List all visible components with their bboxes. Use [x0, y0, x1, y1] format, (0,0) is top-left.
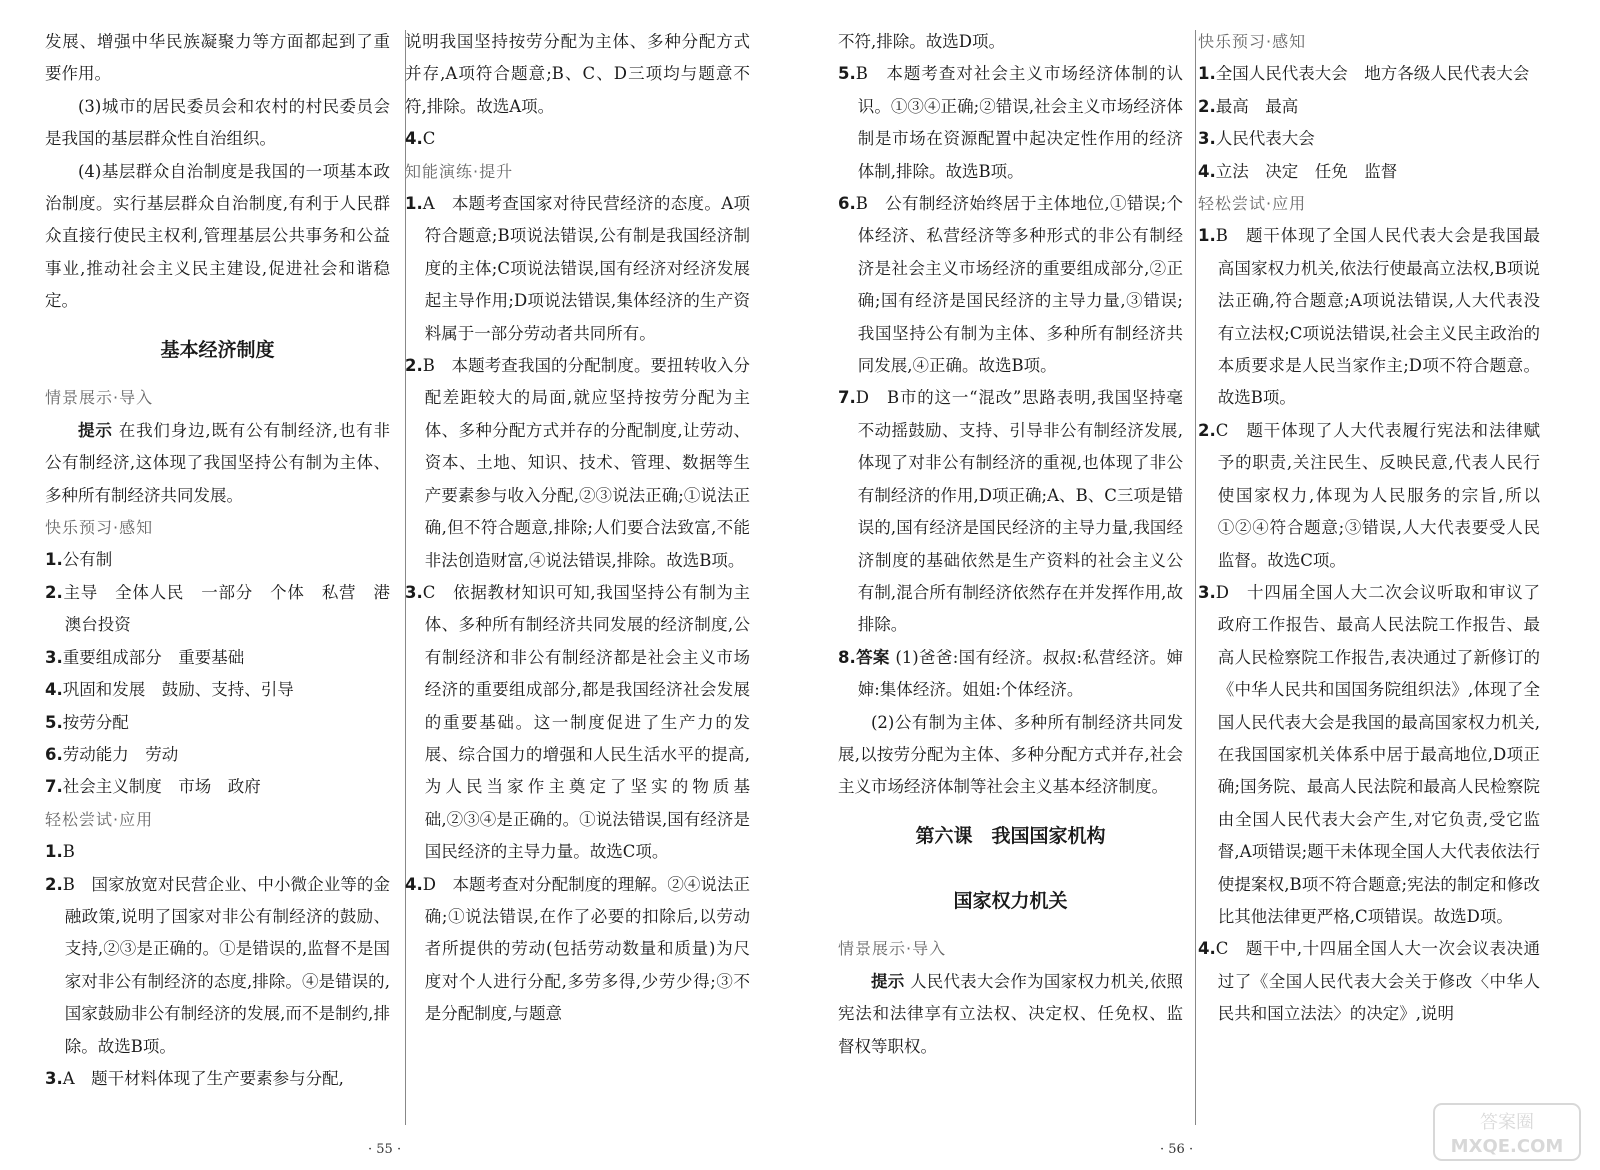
item-number: 6.	[838, 194, 856, 214]
section-label: 情景展示·导入	[838, 939, 947, 959]
item-text: B 本题考查我国的分配制度。要扭转收入分配差距较大的局面,就应坚持按劳分配为主体、多种分配方式并存的分配制度,让劳动、资本、土地、知识、技术、管理、数据等生产要素参与收入分配,②③说法正确;①说法正确,但不符合题意,排除;人们要合法致富,不能非法创造财富,④说法错误,排除。故选B项。	[422, 356, 750, 570]
item-number: 1.	[45, 842, 63, 862]
paragraph: (3)城市的居民委员会和农村的村民委员会是我国的基层群众性自治组织。	[45, 96, 390, 149]
answer-item	[1198, 156, 1540, 188]
item-number: 1.	[405, 194, 423, 214]
item-number: 5.	[45, 712, 63, 732]
page-number-right: · 56 ·	[1160, 1142, 1194, 1157]
item-text: 人民代表大会	[1215, 129, 1315, 149]
item-text: C	[422, 129, 436, 149]
answer-item	[838, 188, 1183, 382]
page-number-left: · 55 ·	[368, 1142, 402, 1157]
item-number: 1.	[1198, 226, 1216, 246]
answer-item	[45, 739, 390, 771]
answer-item	[1198, 91, 1540, 123]
item-text: D B市的这一“混改”思路表明,我国坚持毫不动摇鼓励、支持、引导非公有制经济发展,体现了对非公有制经济的重视,也体现了非公有制经济的作用,D项正确;A、B、C三项是错误的,国有经济是国民经济的主导力量,我国经济制度的基础依然是生产资料的社会主义公有制,混合所有制经济依然存在并发挥作用,故排除。	[855, 388, 1183, 635]
left-page-column-2	[405, 26, 750, 1136]
item-number: 2.	[405, 356, 423, 376]
left-page-column-1	[45, 26, 390, 1136]
item-number: 2.	[45, 582, 63, 602]
hint-paragraph	[45, 415, 390, 512]
item-text: B 公有制经济始终居于主体地位,①错误;个体经济、私营经济等多种形式的非公有制经济是社会主义市场经济的重要组成部分,②正确;国有经济是国民经济的主导力量,③错误;我国坚持公有制为主体、多种所有制经济共同发展,④正确。故选B项。	[855, 194, 1183, 376]
item-text: B 国家放宽对民营企业、中小微企业等的金融政策,说明了国家对非公有制经济的鼓励、支持,②③是正确的。①是错误的,监督不是国家对非公有制经济的态度,排除。④是错误的,国家鼓励非公有制经济的发展,而不是制约,排除。故选B项。	[62, 874, 390, 1056]
item-number: 7.	[45, 777, 63, 797]
right-page	[800, 0, 1600, 1170]
item-number: 3.	[1198, 582, 1216, 602]
answer-item	[45, 544, 390, 576]
item-text: 全国人民代表大会 地方各级人民代表大会	[1215, 64, 1530, 84]
answer-item	[838, 58, 1183, 188]
item-number: 1.	[45, 550, 63, 570]
item-text: 巩固和发展 鼓励、支持、引导	[62, 680, 294, 700]
item-number: 6.	[45, 744, 63, 764]
item-text: A 题干材料体现了生产要素参与分配,	[62, 1068, 344, 1088]
item-text: 社会主义制度 市场 政府	[62, 777, 261, 797]
answer-item	[1198, 58, 1540, 90]
item-text: B 题干体现了全国人民代表大会是我国最高国家权力机关,依法行使最高立法权,B项说法正确,符合题意;A项说法错误,人大代表没有立法权;C项说法错误,社会主义民主政治的本质要求是人民当家作主;D项不符合题意。故选B项。	[1215, 226, 1540, 408]
paragraph: (4)基层群众自治制度是我国的一项基本政治制度。实行基层群众自治制度,有利于人民群众直接行使民主权利,管理基层公共事务和公益事业,推动社会主义民主建设,促进社会和谐稳定。	[45, 161, 390, 311]
answer-item	[45, 674, 390, 706]
item-number: 4.	[405, 874, 423, 894]
hint-keyword: 提示	[78, 420, 113, 440]
section-label: 快乐预习·感知	[1198, 32, 1307, 51]
watermark-caption: 答案圈	[1480, 1112, 1534, 1133]
item-number: 3.	[45, 1068, 63, 1088]
hint-text: 在我们身边,既有公有制经济,也有非公有制经济,这体现了我国坚持公有制为主体、多种所有制经济共同发展。	[45, 420, 390, 505]
right-page-column-2	[1198, 26, 1540, 1136]
item-text: C 依据教材知识可知,我国坚持公有制为主体、多种所有制经济共同发展的经济制度,公有制经济和非公有制经济都是社会主义市场经济的重要组成部分,都是我国经济社会发展的重要基础。这一制度促进了生产力的发展、综合国力的增强和人民生活水平的提高,为人民当家作主奠定了坚实的物质基础,②③④是正确的。①说法错误,国有经济是国民经济的主导力量。故选C项。	[422, 582, 750, 862]
item-number: 4.	[45, 680, 63, 700]
item-text: 最高 最高	[1215, 96, 1299, 116]
item-number: 4.	[405, 129, 423, 149]
paragraph: (2)公有制为主体、多种所有制经济共同发展,以按劳分配为主体、多种分配方式并存,社会主义市场经济体制等社会主义基本经济制度。	[838, 712, 1183, 797]
answer-item	[1198, 577, 1540, 933]
item-text: 劳动能力 劳动	[62, 744, 179, 764]
paragraph: 不符,排除。故选D项。	[838, 32, 1005, 51]
answer-item	[45, 1063, 390, 1095]
answer-item	[1198, 933, 1540, 1030]
lesson-heading: 第六课 我国国家机构	[915, 824, 1106, 847]
answer-item	[45, 577, 390, 642]
answer-item	[838, 642, 1183, 707]
section-label: 情景展示·导入	[45, 388, 154, 408]
item-text: C 题干体现了人大代表履行宪法和法律赋予的职责,关注民生、反映民意,代表人民行使国家权力,体现为人民服务的宗旨,所以①②④符合题意;③错误,人大代表要受人民监督。故选C项。	[1215, 420, 1540, 570]
item-text: D 十四届全国人大二次会议听取和审议了政府工作报告、最高人民法院工作报告、最高人民检察院工作报告,表决通过了新修订的《中华人民共和国国务院组织法》,体现了全国人民代表大会是我国的最高国家权力机关,在我国国家机关体系中居于最高地位,D项正确;国务院、最高人民法院和最高人民检察院由全国人民代表大会产生,对它负责,受它监督,A项错误;题干未体现全国人大代表依法行使提案权,B项不符合题意;宪法的制定和修改比其他法律更严格,C项错误。故选D项。	[1215, 582, 1540, 926]
answer-item	[405, 188, 750, 350]
section-label: 轻松尝试·应用	[45, 809, 154, 829]
section-label: 轻松尝试·应用	[1198, 194, 1307, 214]
answer-item	[405, 123, 750, 155]
item-text: (1)爸爸:国有经济。叔叔:私营经济。婶婶:集体经济。姐姐:个体经济。	[857, 647, 1183, 700]
item-text: D 本题考查对分配制度的理解。②④说法正确;①说法错误,在作了必要的扣除后,以劳动者所提供的劳动(包括劳动数量和质量)为尺度对个人进行分配,多劳多得,少劳少得;③不是分配制度,与题意	[422, 874, 750, 1024]
item-number: 7.	[838, 388, 856, 408]
answer-keyword: 答案	[855, 647, 890, 667]
section-label: 知能演练·提升	[405, 161, 514, 181]
item-text: 公有制	[62, 550, 113, 570]
paragraph: 说明我国坚持按劳分配为主体、多种分配方式并存,A项符合题意;B、C、D三项均与题意不符,排除。故选A项。	[405, 32, 750, 116]
hint-paragraph	[838, 966, 1183, 1063]
item-text: A 本题考查国家对待民营经济的态度。A项符合题意;B项说法错误,公有制是我国经济制度的主体;C项说法错误,国有经济对经济发展起主导作用;D项说法错误,集体经济的生产资料属于一部分劳动者共同所有。	[422, 194, 750, 343]
answer-item	[838, 382, 1183, 641]
answer-item	[45, 869, 390, 1063]
item-text: B 本题考查对社会主义市场经济体制的认识。①③④正确;②错误,社会主义市场经济体制是市场在资源配置中起决定性作用的经济体制,排除。故选B项。	[855, 64, 1183, 181]
section-heading: 国家权力机关	[953, 889, 1068, 912]
item-number: 3.	[45, 647, 63, 667]
item-number: 5.	[838, 64, 856, 84]
answer-item	[1198, 220, 1540, 414]
item-text: 重要组成部分 重要基础	[62, 647, 245, 667]
item-number: 2.	[45, 874, 63, 894]
answer-item	[1198, 123, 1540, 155]
item-number: 4.	[1198, 161, 1216, 181]
item-number: 1.	[1198, 64, 1216, 84]
item-text: 按劳分配	[62, 712, 129, 732]
answer-item	[45, 642, 390, 674]
answer-item	[45, 707, 390, 739]
item-text: C 题干中,十四届全国人大一次会议表决通过了《全国人民代表大会关于修改〈中华人民共和国立法法〉的决定》,说明	[1215, 939, 1540, 1024]
item-text: B	[62, 842, 75, 862]
answer-item	[1198, 415, 1540, 577]
paragraph: 发展、增强中华民族凝聚力等方面都起到了重要作用。	[45, 32, 390, 84]
section-label: 快乐预习·感知	[45, 518, 154, 538]
watermark-text: MXQE.COM	[1450, 1136, 1564, 1157]
item-number: 3.	[405, 582, 423, 602]
section-heading: 基本经济制度	[160, 338, 275, 361]
hint-text: 人民代表大会作为国家权力机关,依照宪法和法律享有立法权、决定权、任免权、监督权等职权。	[838, 971, 1183, 1056]
watermark-logo	[1432, 1102, 1582, 1162]
answer-item	[45, 836, 390, 868]
item-number: 4.	[1198, 939, 1216, 959]
answer-item	[405, 869, 750, 1031]
right-page-column-1	[838, 26, 1183, 1136]
answer-item	[45, 771, 390, 803]
answer-item	[405, 350, 750, 577]
item-number: 3.	[1198, 129, 1216, 149]
item-text: 立法 决定 任免 监督	[1215, 161, 1398, 181]
item-text: 主导 全体人民 一部分 个体 私营 港澳台投资	[62, 582, 390, 635]
answer-item	[405, 577, 750, 869]
hint-keyword: 提示	[871, 971, 905, 991]
item-number: 2.	[1198, 420, 1216, 440]
column-divider	[1195, 30, 1196, 1125]
item-number: 8.	[838, 647, 856, 667]
item-number: 2.	[1198, 96, 1216, 116]
